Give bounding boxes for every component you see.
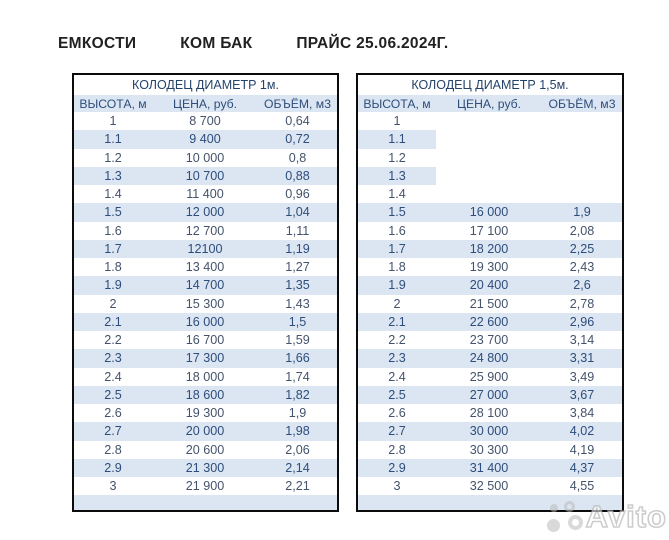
table-row — [74, 368, 337, 386]
column-header: ЦЕНА, руб. — [456, 96, 522, 111]
cell-height: 1.2 — [388, 150, 406, 165]
cell-height: 2.3 — [104, 351, 122, 366]
cell-height: 1.7 — [104, 241, 122, 256]
cell-height: 2.7 — [104, 424, 122, 439]
cell-volume: 2,08 — [569, 223, 595, 238]
cell-volume: 2,96 — [569, 314, 595, 329]
cell-height: 1 — [109, 114, 117, 129]
table-row — [74, 295, 337, 313]
cell-price: 16 000 — [185, 314, 225, 329]
table-row — [74, 203, 337, 221]
cell-height: 1 — [393, 114, 401, 129]
cell-volume: 1,5 — [288, 314, 307, 329]
cell-price: 14 700 — [185, 278, 225, 293]
cell-height: 2.8 — [388, 442, 406, 457]
cell-volume: 1,74 — [285, 369, 310, 384]
cell-height: 2 — [393, 296, 401, 311]
cell-volume: 3,49 — [569, 369, 595, 384]
cell-price — [436, 167, 542, 185]
table-row — [74, 386, 337, 404]
cell-height: 1.5 — [104, 205, 122, 220]
table-row — [358, 149, 622, 167]
table-row — [74, 130, 337, 148]
cell-price: 18 600 — [185, 387, 225, 402]
table-row — [358, 185, 622, 203]
cell-price: 8 700 — [189, 114, 221, 129]
column-header: ЦЕНА, руб. — [172, 96, 238, 111]
cell-height: 2.5 — [388, 387, 406, 402]
cell-height: 1.4 — [104, 187, 122, 202]
cell-price: 27 000 — [469, 387, 509, 402]
cell-volume: 1,9 — [573, 205, 591, 220]
cell-price: 28 100 — [469, 406, 509, 421]
price-table-diameter-1m — [72, 73, 339, 512]
cell-height: 2 — [109, 296, 117, 311]
title-part-price-date: ПРАЙС 25.06.2024Г. — [296, 35, 449, 52]
cell-height: 1.4 — [388, 187, 406, 202]
cell-price: 24 800 — [469, 351, 509, 366]
cell-price: 9 400 — [189, 132, 221, 147]
cell-volume: 1,04 — [285, 205, 310, 220]
cell-height: 1.2 — [104, 150, 122, 165]
cell-height: 2.3 — [388, 351, 406, 366]
cell-height: 1.3 — [104, 168, 122, 183]
cell-price: 10 000 — [185, 150, 225, 165]
cell-volume: 2,43 — [569, 260, 595, 275]
table-row — [358, 258, 622, 276]
cell-volume: 1,27 — [285, 260, 310, 275]
cell-price: 20 400 — [469, 278, 509, 293]
table-title: КОЛОДЕЦ ДИАМЕТР 1,5м. — [411, 78, 569, 92]
cell-volume: 2,6 — [573, 278, 591, 293]
table-row — [358, 368, 622, 386]
cell-price: 21 900 — [185, 479, 225, 494]
cell-price: 12 700 — [185, 223, 225, 238]
table-row — [74, 112, 337, 130]
cell-price: 17 300 — [185, 351, 225, 366]
cell-height: 2.7 — [388, 424, 406, 439]
cell-volume: 1,35 — [285, 278, 310, 293]
cell-volume: 3,31 — [569, 351, 595, 366]
cell-volume: 2,14 — [285, 460, 310, 475]
table-row — [74, 349, 337, 367]
cell-price: 12100 — [187, 241, 223, 256]
table-row — [358, 477, 622, 495]
table-row — [74, 441, 337, 459]
cell-price: 10 700 — [185, 168, 225, 183]
cell-height: 1.1 — [104, 132, 122, 147]
cell-price: 21 300 — [185, 460, 225, 475]
cell-volume: 0,8 — [288, 150, 307, 165]
title-part-emkosti: ЕМКОСТИ — [58, 35, 137, 52]
cell-volume: 1,43 — [285, 296, 310, 311]
cell-height: 3 — [393, 479, 401, 494]
cell-height: 1.1 — [358, 130, 436, 148]
table-row — [358, 130, 622, 148]
cell-height: 1.3 — [358, 167, 436, 185]
cell-height: 2.5 — [104, 387, 122, 402]
title-part-kombak: КОМ БАК — [180, 35, 253, 52]
cell-price: 30 000 — [469, 424, 509, 439]
cell-volume: 1,59 — [285, 333, 310, 348]
table-row — [358, 167, 622, 185]
cell-height: 2.6 — [104, 406, 122, 421]
cell-volume — [542, 149, 622, 167]
cell-volume: 4,37 — [569, 460, 595, 475]
cell-price: 20 000 — [185, 424, 225, 439]
table-row — [74, 404, 337, 422]
cell-volume — [542, 185, 622, 203]
cell-volume: 0,72 — [285, 132, 310, 147]
table-row — [358, 349, 622, 367]
document-title — [58, 35, 448, 53]
cell-price: 19 300 — [469, 260, 509, 275]
cell-volume: 4,02 — [569, 424, 595, 439]
cell-price: 18 200 — [469, 241, 509, 256]
cell-price: 16 700 — [185, 333, 225, 348]
cell-price: 16 000 — [469, 205, 509, 220]
table-row — [358, 203, 622, 221]
cell-price: 30 300 — [469, 442, 509, 457]
cell-price — [436, 112, 542, 130]
column-header: ВЫСОТА, м — [363, 96, 431, 111]
table-row — [74, 258, 337, 276]
table-row — [74, 222, 337, 240]
table-row — [358, 386, 622, 404]
cell-height: 2.2 — [104, 333, 122, 348]
cell-height: 1.9 — [388, 278, 406, 293]
table-header-row — [74, 95, 337, 112]
cell-volume: 1,98 — [285, 424, 310, 439]
table-row — [358, 295, 622, 313]
cell-price: 17 100 — [469, 223, 509, 238]
cell-price — [436, 130, 542, 148]
cell-price: 18 000 — [185, 369, 225, 384]
table-row — [74, 459, 337, 477]
cell-height: 3 — [109, 479, 117, 494]
cell-volume: 1,82 — [285, 387, 310, 402]
cell-volume — [542, 167, 622, 185]
cell-volume: 0,64 — [285, 114, 310, 129]
table-row — [74, 149, 337, 167]
cell-height: 2.2 — [388, 333, 406, 348]
cell-height: 2.4 — [104, 369, 122, 384]
table-row — [74, 167, 337, 185]
cell-volume — [542, 130, 622, 148]
cell-volume: 3,14 — [569, 333, 595, 348]
cell-price — [436, 185, 542, 203]
cell-height: 2.4 — [388, 369, 406, 384]
cell-volume: 1,19 — [285, 241, 310, 256]
table-row — [74, 276, 337, 294]
cell-price: 12 000 — [185, 205, 225, 220]
cell-price: 21 500 — [469, 296, 509, 311]
table-empty-row — [74, 495, 337, 510]
cell-height: 1.9 — [104, 278, 122, 293]
cell-volume: 0,88 — [285, 168, 310, 183]
cell-price: 32 500 — [469, 479, 509, 494]
cell-volume: 1,66 — [285, 351, 310, 366]
cell-height: 1.5 — [388, 205, 406, 220]
cell-volume: 0,96 — [285, 187, 310, 202]
table-row — [358, 404, 622, 422]
cell-volume: 2,06 — [285, 442, 310, 457]
cell-price — [436, 149, 542, 167]
table-row — [358, 422, 622, 440]
column-header: ОБЪЁМ, м3 — [264, 96, 331, 111]
cell-height: 1.6 — [388, 223, 406, 238]
cell-price: 22 600 — [469, 314, 509, 329]
cell-height: 1.8 — [104, 260, 122, 275]
column-header: ВЫСОТА, м — [79, 96, 147, 111]
table-row — [358, 441, 622, 459]
table-row — [358, 276, 622, 294]
cell-volume: 2,25 — [569, 241, 595, 256]
cell-volume: 3,67 — [569, 387, 595, 402]
cell-volume: 1,11 — [285, 223, 310, 238]
table-title: КОЛОДЕЦ ДИАМЕТР 1м. — [132, 78, 279, 92]
table-row — [358, 222, 622, 240]
cell-price: 11 400 — [186, 187, 224, 202]
table-row — [358, 313, 622, 331]
cell-price: 25 900 — [469, 369, 509, 384]
cell-volume: 2,78 — [569, 296, 595, 311]
price-table-diameter-1-5m — [356, 73, 624, 512]
cell-price: 23 700 — [469, 333, 509, 348]
table-row — [358, 112, 622, 130]
table-header-row — [358, 95, 622, 112]
avito-logo-icon — [547, 501, 583, 533]
cell-height: 2.9 — [104, 460, 122, 475]
table-row — [74, 313, 337, 331]
cell-height: 2.6 — [388, 406, 406, 421]
cell-height: 2.9 — [388, 460, 406, 475]
cell-height: 2.8 — [104, 442, 122, 457]
table-row — [74, 240, 337, 258]
column-header: ОБЪЁМ, м3 — [548, 96, 616, 111]
avito-watermark-text: Avito — [585, 499, 667, 534]
avito-watermark — [547, 499, 667, 535]
cell-volume: 4,55 — [569, 479, 595, 494]
cell-price: 19 300 — [185, 406, 225, 421]
table-row — [74, 185, 337, 203]
table-row — [74, 422, 337, 440]
table-row — [358, 459, 622, 477]
cell-price: 13 400 — [185, 260, 225, 275]
table-row — [74, 477, 337, 495]
cell-height: 1.8 — [388, 260, 406, 275]
cell-height: 2.1 — [104, 314, 122, 329]
cell-volume: 3,84 — [569, 406, 595, 421]
cell-price: 31 400 — [469, 460, 509, 475]
cell-volume: 1,9 — [288, 406, 307, 421]
cell-height: 2.1 — [388, 314, 406, 329]
cell-price: 15 300 — [185, 296, 225, 311]
cell-height: 1.6 — [104, 223, 122, 238]
cell-volume: 4,19 — [569, 442, 595, 457]
table-row — [74, 331, 337, 349]
cell-volume: 2,21 — [285, 479, 310, 494]
table-row — [358, 240, 622, 258]
cell-height: 1.7 — [388, 241, 406, 256]
table-row — [358, 331, 622, 349]
cell-volume — [542, 112, 622, 130]
cell-price: 20 600 — [185, 442, 225, 457]
